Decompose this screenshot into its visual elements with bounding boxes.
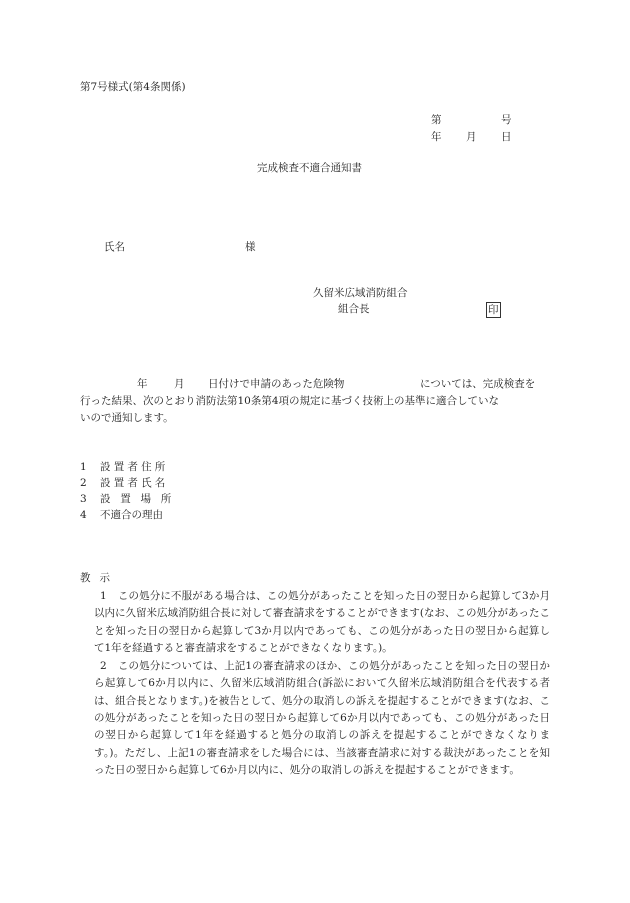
issuer-position: 組合長 <box>338 303 370 315</box>
item-label: 設 置 場 所 <box>100 493 175 505</box>
body-month: 月 <box>174 378 185 390</box>
list-item <box>80 475 169 491</box>
doc-number-suffix: 号 <box>501 114 512 126</box>
body-line3: いので通知します。 <box>80 412 174 424</box>
item-label: 不適合の理由 <box>100 509 163 521</box>
doc-number-prefix: 第 <box>431 114 442 126</box>
date-year: 年 <box>431 131 442 143</box>
date-month: 月 <box>466 131 477 143</box>
form-number: 第7号様式(第4条関係) <box>80 81 186 93</box>
list-item <box>80 459 169 475</box>
list-item <box>80 491 174 507</box>
body-year: 年 <box>137 378 148 390</box>
recipient-name-label: 氏名 <box>104 241 125 253</box>
body-line1-part1: 日付けで申請のあった危険物 <box>208 378 345 390</box>
item-label: 設置者住所 <box>100 461 169 473</box>
note-text: この処分については、上記1の審査請求のほか、この処分があったことを知った日の翌日から起算して6か月以内に、久留米広域消防組合(訴訟において久留米広域消防組合を代表する者は、組合長となります。)を被告として、処分の取消しの訴えを提起することができます(なお、この処分があったことを知った日の翌日から起算して6か月以内であっても、この処分があった日の翌日から起算して1年を経過すると処分の取消しの訴えを提起することができなくなります。)。ただし、上記1の審査請求をした場合には、当該審査請求に対する裁決があったことを知った日の翌日から起算して6か月以内に、処分の取消しの訴えを提起することができます。 <box>94 660 550 776</box>
instructions-section <box>80 570 550 779</box>
seal-mark <box>486 302 501 318</box>
instructions-heading: 教示 <box>80 572 119 584</box>
recipient-honorific: 様 <box>245 241 256 253</box>
note-number: 1 <box>100 590 107 602</box>
list-item <box>80 507 163 523</box>
instruction-note <box>80 658 550 779</box>
item-number: 3 <box>80 493 87 505</box>
item-number: 1 <box>80 461 87 473</box>
note-number: 2 <box>100 660 107 673</box>
body-line2: 行った結果、次のとおり消防法第10条第4項の規定に基づく技術上の基準に適合していな <box>80 395 500 407</box>
note-text: この処分に不服がある場合は、この処分があったことを知った日の翌日から起算して3か月以内に久留米広域消防組合長に対して審査請求をすることができます(なお、この処分があったことを知った日の翌日から起算して3か月以内であっても、この処分があった日の翌日から起算して1年を経過すると審査請求をすることができなくなります。)。 <box>94 590 550 654</box>
item-number: 4 <box>80 509 87 521</box>
body-line1-part2: については、完成検査を <box>420 378 536 390</box>
date-day: 日 <box>501 131 512 143</box>
item-label: 設置者氏名 <box>100 477 169 489</box>
issuer-organization: 久留米広域消防組合 <box>313 287 408 299</box>
document-title: 完成検査不適合通知書 <box>257 162 362 174</box>
item-number: 2 <box>80 477 87 489</box>
instruction-note <box>80 588 550 657</box>
seal-label: 印 <box>488 304 499 316</box>
